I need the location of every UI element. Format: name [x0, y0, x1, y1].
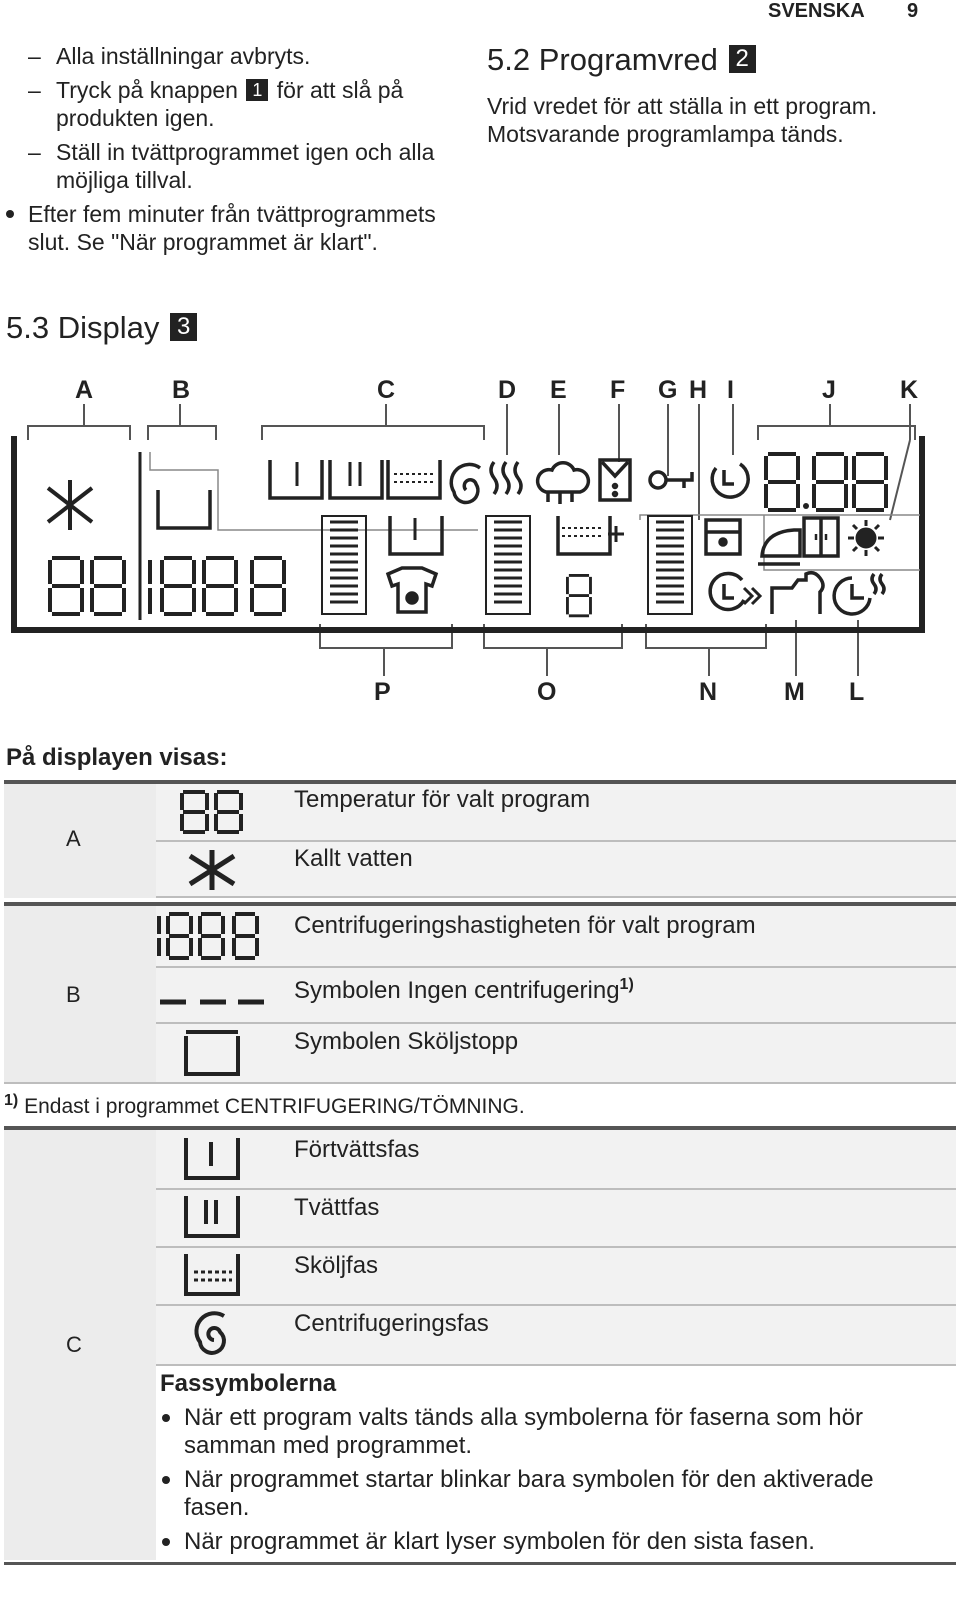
section-52-number-badge: 2 — [729, 45, 756, 73]
row-divider — [156, 1304, 956, 1306]
rinse-hold-icon — [184, 1030, 240, 1076]
label-b: B — [172, 376, 191, 404]
section-52-title-text: 5.2 Programvred — [487, 42, 718, 77]
easy-iron-shirt-icon — [600, 460, 630, 500]
row-divider — [156, 1022, 956, 1024]
two-digit-display-icon — [180, 790, 244, 834]
group-c-key: C — [66, 1332, 82, 1357]
list-item-text: Efter fem minuter från tvättprogrammets slut. Se "När programmet är klart". — [28, 201, 436, 255]
list-item-text: för att slå på produkten igen. — [56, 77, 404, 131]
row-divider — [156, 840, 956, 842]
row-spin-text: Centrifugeringsfas — [294, 1310, 489, 1337]
row-spin-speed-text: Centrifugeringshastigheten för valt program — [294, 912, 756, 939]
label-o: O — [537, 678, 557, 706]
row-prewash-text: Förtvättsfas — [294, 1136, 420, 1163]
sun-extra-dry-icon — [848, 520, 884, 556]
display-diagram — [0, 360, 960, 720]
list-item — [28, 138, 440, 194]
group-a-key: A — [66, 826, 81, 851]
label-p: P — [374, 678, 391, 706]
section-53-title — [6, 310, 199, 346]
list-item — [28, 76, 440, 132]
phase-symbols-list — [158, 1404, 918, 1562]
footnote-top-rule — [4, 1082, 956, 1084]
door-lock-icon — [706, 520, 740, 554]
no-spin-dashes-icon — [158, 996, 266, 1008]
spin-speed-digits — [150, 558, 284, 614]
temperature-digits — [50, 558, 124, 614]
group-c-bottom-rule — [4, 1562, 956, 1565]
section-52 — [487, 42, 927, 148]
row-divider — [156, 1246, 956, 1248]
label-n: N — [699, 678, 718, 706]
dry-level-icon — [772, 573, 823, 614]
list-item-text: Ställ in tvättprogrammet igen och alla möjliga tillval. — [56, 139, 435, 193]
list-item: När programmet startar blinkar bara symbolen för den aktiverade fasen. — [158, 1466, 918, 1522]
spin-icon — [190, 1310, 234, 1358]
rinse-icon — [184, 1252, 240, 1298]
label-l: L — [849, 678, 865, 706]
child-lock-key-icon — [650, 472, 692, 488]
section-53-title-text: 5.3 Display — [6, 310, 160, 345]
footnote-mark-label: 1) — [4, 1092, 19, 1109]
phase-symbols-subheading: Fassymbolerna — [160, 1370, 337, 1397]
prewash-icon — [184, 1136, 240, 1182]
small-digit — [567, 575, 590, 615]
cold-water-asterisk-icon — [48, 480, 92, 530]
wash-display-icon — [330, 460, 382, 498]
steam-icon — [491, 462, 521, 494]
time-digits — [766, 454, 886, 510]
label-m: M — [784, 678, 805, 706]
cold-water-asterisk-small-icon — [186, 848, 238, 892]
label-h: H — [689, 376, 708, 404]
button-number-badge: 1 — [246, 79, 268, 101]
row-rinse-text: Sköljfas — [294, 1252, 379, 1279]
row-cold-water-text: Kallt vatten — [294, 845, 413, 872]
label-j: J — [822, 376, 836, 404]
anti-crease-steam-icon — [834, 574, 884, 614]
section-53-number-badge: 3 — [170, 313, 197, 341]
list-item — [28, 200, 440, 256]
four-digit-display-icon — [156, 912, 268, 960]
label-f: F — [610, 376, 626, 404]
extra-rinse-icon — [558, 516, 624, 554]
row-wash-text: Tvättfas — [294, 1194, 380, 1221]
cupboard-dry-icon — [804, 518, 838, 556]
progress-bar-center — [486, 516, 530, 614]
label-c: C — [377, 376, 396, 404]
footnote-text: Endast i programmet CENTRIFUGERING/TÖMNING. — [24, 1095, 525, 1118]
group-b-key: B — [66, 982, 81, 1007]
language-label: SVENSKA — [768, 0, 865, 22]
section-52-title — [487, 42, 927, 78]
row-divider — [156, 1364, 956, 1366]
list-item-text: Alla inställningar avbryts. — [56, 43, 311, 69]
label-e: E — [550, 376, 567, 404]
list-item — [28, 42, 440, 70]
rinse-hold-display-icon — [158, 490, 210, 528]
label-k: K — [900, 376, 919, 404]
row-no-spin-label: Symbolen Ingen centrifugering — [294, 977, 620, 1004]
page-number: 9 — [907, 0, 919, 22]
left-column-list — [28, 42, 440, 256]
prewash-display-icon — [270, 460, 322, 498]
stain-icon — [538, 463, 589, 504]
rinse-display-icon — [388, 460, 440, 498]
list-item-text: Tryck på knappen — [56, 77, 238, 103]
footnote-mark: 1) — [619, 976, 634, 993]
spin-display-icon — [451, 464, 480, 502]
label-d: D — [498, 376, 517, 404]
progress-bar-right — [648, 516, 692, 614]
label-a: A — [75, 376, 94, 404]
row-no-spin-text — [294, 976, 634, 1005]
row-divider — [156, 1188, 956, 1190]
label-g: G — [658, 376, 678, 404]
time-remaining-icon — [710, 573, 760, 609]
tshirt-icon — [388, 568, 436, 612]
list-item: När programmet är klart lyser symbolen för den sista fasen. — [158, 1528, 918, 1556]
section-52-text: Vrid vredet för att ställa in ett program. Motsvarande programlampa tänds. — [487, 93, 878, 147]
prewash-small-icon — [390, 516, 442, 554]
label-i: I — [727, 376, 734, 404]
table-heading: På displayen visas: — [6, 744, 228, 771]
row-temperature-text: Temperatur för valt program — [294, 786, 591, 813]
wash-icon — [184, 1194, 240, 1240]
row-rinse-hold-text: Symbolen Sköljstopp — [294, 1028, 519, 1055]
footnote — [4, 1092, 525, 1119]
row-divider — [156, 966, 956, 968]
time-delay-clock-icon — [712, 464, 748, 497]
row-divider — [156, 896, 956, 898]
list-item: När ett program valts tänds alla symbolerna för faserna som hör samman med programmet. — [158, 1404, 918, 1460]
